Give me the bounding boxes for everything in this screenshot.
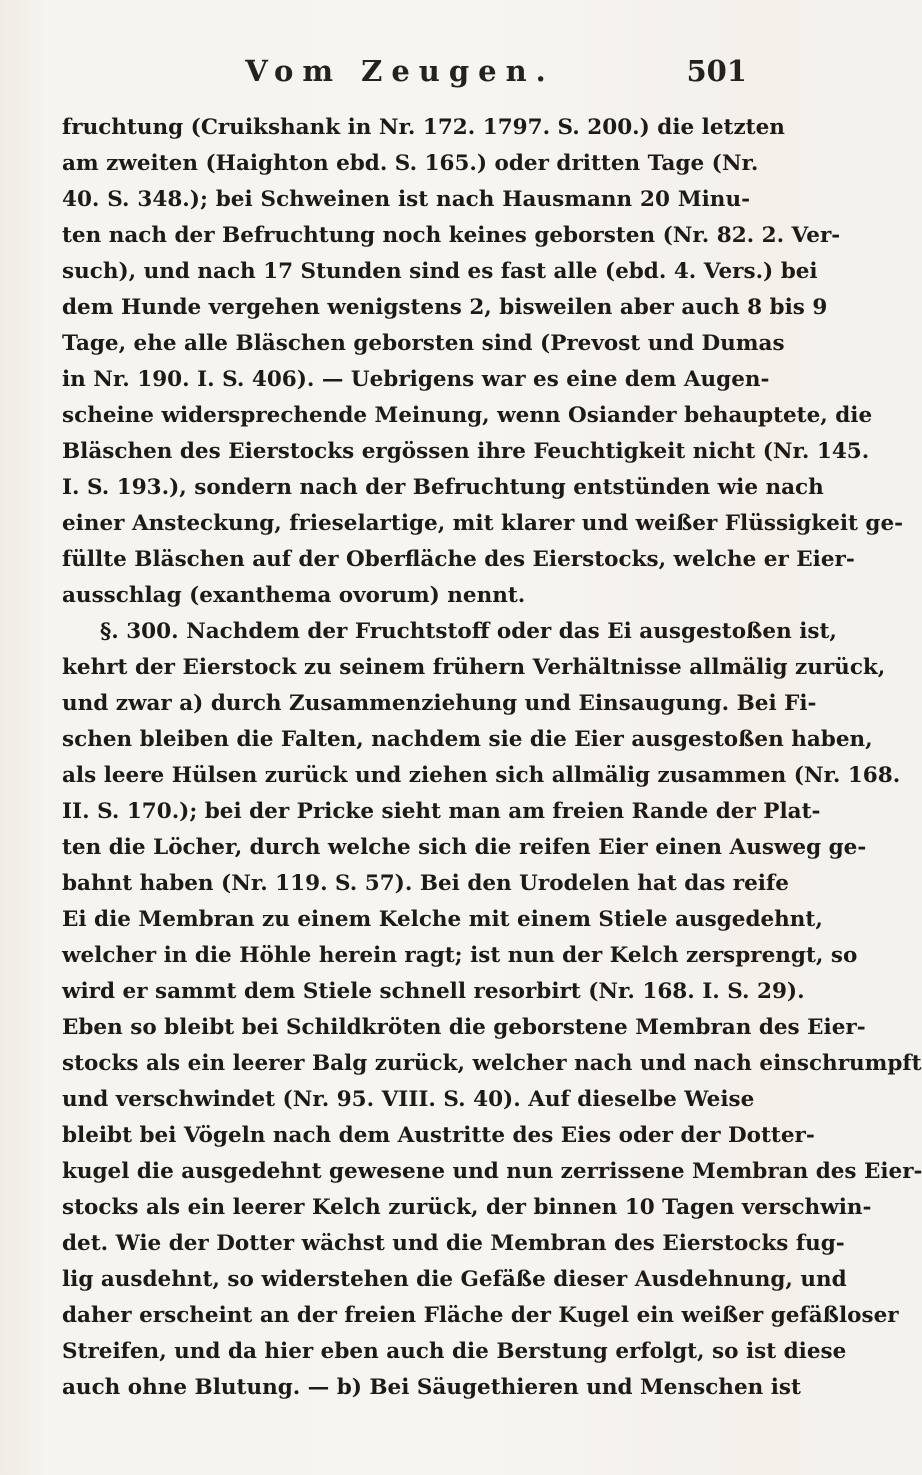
text-line: als leere Hülsen zurück und ziehen sich allmälig zusammen (Nr. 168. xyxy=(62,763,901,788)
text-line: ten nach der Befruchtung noch keines geborsten (Nr. 82. 2. Ver- xyxy=(62,223,841,248)
text-line: bahnt haben (Nr. 119. S. 57). Bei den Urodelen hat das reife xyxy=(62,871,789,896)
text-line: füllte Bläschen auf der Oberfläche des Eierstocks, welche er Eier- xyxy=(62,547,855,572)
text-line: und verschwindet (Nr. 95. VIII. S. 40). Auf dieselbe Weise xyxy=(62,1087,755,1112)
text-line: Tage, ehe alle Bläschen geborsten sind (Prevost und Dumas xyxy=(62,331,785,356)
text-line: bleibt bei Vögeln nach dem Austritte des Eies oder der Dotter- xyxy=(62,1123,815,1148)
text-line: welcher in die Höhle herein ragt; ist nun der Kelch zersprengt, so xyxy=(62,943,858,968)
text-line: Eben so bleibt bei Schildkröten die geborstene Membran des Eier- xyxy=(62,1015,866,1040)
text-line: daher erscheint an der freien Fläche der Kugel ein weißer gefäßloser xyxy=(62,1303,899,1328)
text-line: am zweiten (Haighton ebd. S. 165.) oder dritten Tage (Nr. xyxy=(62,151,759,176)
text-line: fruchtung (Cruikshank in Nr. 172. 1797. S. 200.) die letzten xyxy=(62,115,785,140)
body-text xyxy=(62,110,922,1406)
running-head: Vom Zeugen. xyxy=(245,54,555,88)
text-line: ten die Löcher, durch welche sich die reifen Eier einen Ausweg ge- xyxy=(62,835,867,860)
text-line: Streifen, und da hier eben auch die Berstung erfolgt, so ist diese xyxy=(62,1339,847,1364)
text-line: lig ausdehnt, so widerstehen die Gefäße dieser Ausdehnung, und xyxy=(62,1267,847,1292)
text-line: II. S. 170.); bei der Pricke sieht man am freien Rande der Plat- xyxy=(62,799,821,824)
text-line: wird er sammt dem Stiele schnell resorbirt (Nr. 168. I. S. 29). xyxy=(62,979,805,1004)
text-line: kehrt der Eierstock zu seinem frühern Verhältnisse allmälig zurück, xyxy=(62,655,886,680)
page-header xyxy=(0,54,800,94)
text-line: stocks als ein leerer Kelch zurück, der binnen 10 Tagen verschwin- xyxy=(62,1195,872,1220)
text-line: I. S. 193.), sondern nach der Befruchtung entstünden wie nach xyxy=(62,475,824,500)
page-number: 501 xyxy=(686,54,747,88)
text-line: scheine widersprechende Meinung, wenn Osiander behauptete, die xyxy=(62,403,873,428)
text-line: kugel die ausgedehnt gewesene und nun zerrissene Membran des Eier- xyxy=(62,1159,922,1184)
text-line: 40. S. 348.); bei Schweinen ist nach Hausmann 20 Minu- xyxy=(62,187,750,212)
text-line: det. Wie der Dotter wächst und die Membran des Eierstocks fug- xyxy=(62,1231,845,1256)
section-start-line: §. 300. Nachdem der Fruchtstoff oder das Ei ausgestoßen ist, xyxy=(100,619,837,644)
text-line: ausschlag (exanthema ovorum) nennt. xyxy=(62,583,526,608)
text-line: einer Ansteckung, frieselartige, mit klarer und weißer Flüssigkeit ge- xyxy=(62,511,904,536)
text-line: such), und nach 17 Stunden sind es fast alle (ebd. 4. Vers.) bei xyxy=(62,259,818,284)
text-line: Ei die Membran zu einem Kelche mit einem Stiele ausgedehnt, xyxy=(62,907,823,932)
text-line: schen bleiben die Falten, nachdem sie die Eier ausgestoßen haben, xyxy=(62,727,873,752)
text-line: Bläschen des Eierstocks ergössen ihre Feuchtigkeit nicht (Nr. 145. xyxy=(62,439,870,464)
text-line: in Nr. 190. I. S. 406). — Uebrigens war es eine dem Augen- xyxy=(62,367,770,392)
text-line: stocks als ein leerer Balg zurück, welcher nach und nach einschrumpft xyxy=(62,1051,922,1076)
text-line: und zwar a) durch Zusammenziehung und Einsaugung. Bei Fi- xyxy=(62,691,817,716)
text-line: auch ohne Blutung. — b) Bei Säugethieren und Menschen ist xyxy=(62,1375,801,1400)
text-line: dem Hunde vergehen wenigstens 2, bisweilen aber auch 8 bis 9 xyxy=(62,295,828,320)
